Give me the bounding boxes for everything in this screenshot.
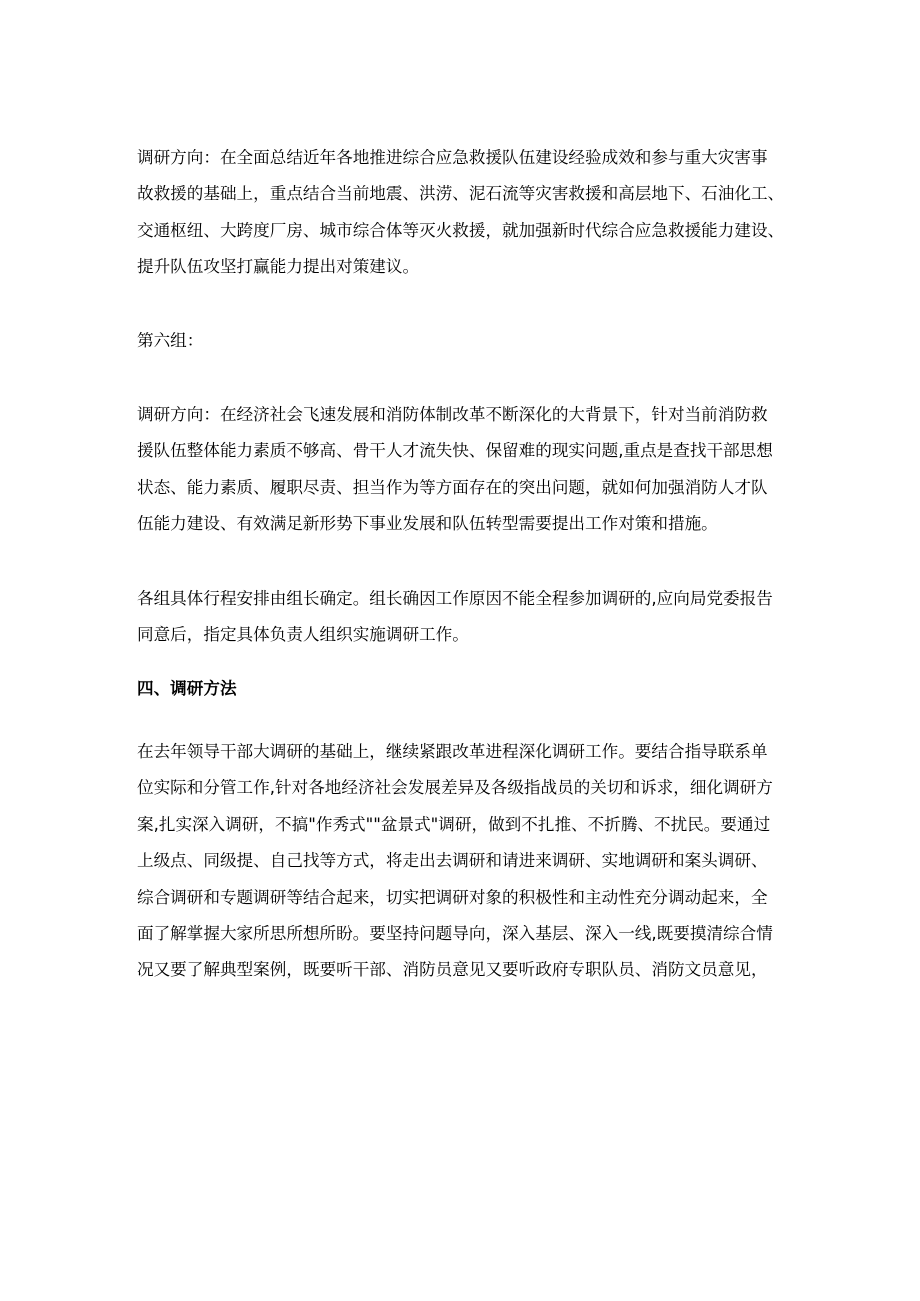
text-line: 故救援的基础上，重点结合当前地震、洪涝、泥石流等灾害救援和高层地下、石油化工、: [137, 184, 785, 204]
text-line: 提升队伍攻坚打赢能力提出对策建议。: [137, 257, 420, 277]
paragraph-research-direction-6: [137, 397, 790, 543]
text-line: 位实际和分管工作,针对各地经济社会发展差异及各级指战员的关切和诉求，细化调研方: [137, 778, 773, 798]
text-line: 上级点、同级提、自己找等方式，将走出去调研和请进来调研、实地调研和案头调研、: [137, 851, 768, 871]
text-line: 各组具体行程安排由组长确定。组长确因工作原因不能全程参加调研的,应向局党委报告: [137, 588, 773, 608]
text-line: 在去年领导干部大调研的基础上，继续紧跟改革进程深化调研工作。要结合指导联系单: [137, 741, 768, 761]
text-line: 状态、能力素质、履职尽责、担当作为等方面存在的突出问题，就如何加强消防人才队: [137, 477, 768, 497]
paragraph-research-method: [137, 734, 790, 989]
text-line: 援队伍整体能力素质不够高、骨干人才流失快、保留难的现实问题,重点是查找干部思想: [137, 441, 773, 461]
text-line: 面了解掌握大家所思所想所盼。要坚持问题导向，深入基层、深入一线,既要摸清综合情: [137, 923, 773, 943]
paragraph-schedule: [137, 581, 790, 654]
text-line: 调研方向：在经济社会飞速发展和消防体制改革不断深化的大背景下，针对当前消防救: [137, 405, 768, 425]
text-line: 同意后，指定具体负责人组织实施调研工作。: [137, 625, 469, 645]
text-line: 交通枢纽、大跨度厂房、城市综合体等灭火救援，就加强新时代综合应急救援能力建设、: [137, 220, 785, 240]
text-line: 伍能力建设、有效满足新形势下事业发展和队伍转型需要提出工作对策和措施。: [137, 514, 718, 534]
section-heading: 四、调研方法: [137, 679, 237, 699]
paragraph-research-direction-5: [137, 140, 790, 286]
text-line: 第六组：: [137, 330, 204, 350]
text-line: 案,扎实深入调研，不搞"作秀式""盆景式"调研，做到不扎推、不折腾、不扰民。要通过: [137, 814, 771, 834]
text-line: 综合调研和专题调研等结合起来，切实把调研对象的积极性和主动性充分调动起来，全: [137, 887, 768, 907]
paragraph-group-six: [137, 323, 790, 359]
text-line: 况又要了解典型案例，既要听干部、消防员意见又要听政府专职队员、消防文员意见，: [137, 960, 768, 980]
text-line: 调研方向：在全面总结近年各地推进综合应急救援队伍建设经验成效和参与重大灾害事: [137, 148, 768, 167]
